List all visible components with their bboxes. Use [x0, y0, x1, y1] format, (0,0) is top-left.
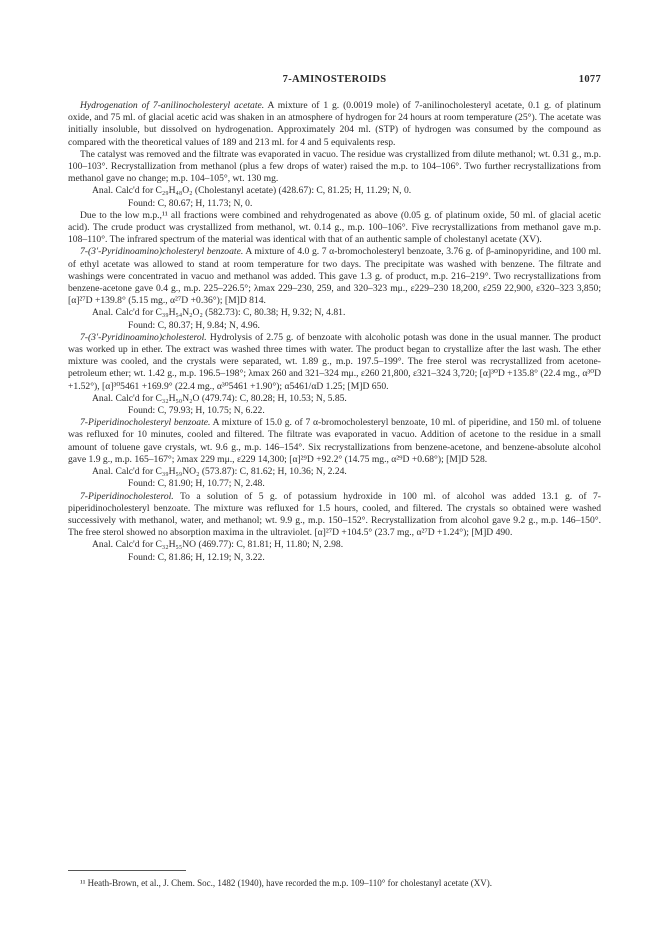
running-title: 7-AMINOSTEROIDS [282, 74, 387, 85]
paragraph-piperidino-benzoate [68, 417, 601, 466]
analysis-found: Found: C, 81.90; H, 10.77; N, 2.48. [128, 478, 265, 490]
footnote-text: ¹¹ Heath-Brown, et al., J. Chem. Soc., 1482 (1940), have recorded the m.p. 109–110° for cholestanyl acetate (XV). [80, 878, 493, 888]
paragraph-pyridinoamino-cholesterol [68, 332, 601, 393]
article-body [68, 100, 601, 564]
analysis-calcd: Anal. Calc'd for C₃₂H₅₀N₂O (479.74): C, 80.28; H, 10.53; N, 5.85. [92, 392, 347, 404]
analysis-calcd: Anal. Calc'd for C₂₉H₄₈O₂ (Cholestanyl acetate) (428.67): C, 81.25; H, 11.29; N, 0. [92, 185, 412, 197]
analysis-found: Found: C, 80.37; H, 9.84; N, 4.96. [128, 319, 260, 331]
paragraph-text: Due to the low m.p.,¹¹ all fractions were combined and rehydrogenated as above (0.05 g. of platinum oxide, 50 ml. of glacial acetic acid). The crude product was crystallized from methanol, wt. 0.14 g., m.p. 100–106°. Five recrystallizations from methanol gave m.p. 108–110°. The infrared spectrum of the material was identical with that of an authentic sample of cholestanyl acetate (XV). [68, 209, 601, 246]
analysis-calcd: Anal. Calc'd for C₃₉H₅₉NO₂ (573.87): C, 81.62; H, 10.36; N, 2.24. [92, 466, 347, 478]
page-number: 1077 [578, 74, 601, 85]
section-heading: 7-(3′-Pyridinoamino)cholesterol. [80, 331, 207, 343]
paragraph-text: The catalyst was removed and the filtrate was evaporated in vacuo. The residue was crystallized from dilute methanol; wt. 0.31 g., m.p. 100–103°. Recrystallization from methanol (plus a few drops of water) raised the m.p. to 104–106°. Two further recrystallizations from methanol gave no change; m.p. 104–105°, wt. 130 mg. [68, 148, 601, 185]
analysis-found: Found: C, 79.93; H, 10.75; N, 6.22. [128, 405, 265, 417]
section-heading: 7-(3′-Pyridinoamino)cholesteryl benzoate. [80, 246, 244, 258]
paragraph-text: A mixture of 15.0 g. of 7 α-bromocholesteryl benzoate, 10 ml. of piperidine, and 150 ml. of toluene was refluxed for 10 minutes, cooled and filtered. The filtrate was evaporated in vacuo. Addition of acetone to the residue in a small amount of toluene gave crystals, wt. 9.6 g., m.p. 146–154°. Six recrystallizations from benzene-acetone, and benzene-absolute alcohol gave 1.9 g., m.p. 165–167°; λmax 229 mμ., ε229 14,300; [α]²⁹D +92.2° (14.75 mg., α²⁹D +0.68°); [M]D 528. [68, 417, 601, 465]
footnote [68, 878, 601, 890]
paragraph-hydrogenation [68, 100, 601, 149]
paragraph-text: A mixture of 4.0 g. 7 α-bromocholesteryl benzoate, 3.76 g. of β-aminopyridine, and 100 ml. of ethyl acetate was allowed to stand at room temperature for two days. The precipitate was washed with benzene. The filtrate and washings were concentrated in vacuo and methanol was added. This gave 1.3 g. of product, m.p. 216–219°. Two recrystallizations from benzene-acetone gave 0.4 g., m.p. 225–226.5°; λmax 229–230, 259, and 320–323 mμ., ε229–230 18,200, ε259 22,900, ε320–323 3,850; [α]²⁷D +139.8° (5.15 mg., α²⁷D +0.36°); [M]D 814. [68, 246, 601, 307]
paragraph-rehydrogenation [68, 210, 601, 247]
analysis-calcd: Anal. Calc'd for C₃₉H₅₄N₂O₂ (582.73): C, 80.38; H, 9.32; N, 4.81. [92, 307, 346, 319]
paragraph-workup [68, 149, 601, 186]
section-heading: 7-Piperidinocholesteryl benzoate. [80, 417, 211, 429]
paragraph-text: To a solution of 5 g. of potassium hydroxide in 100 ml. of alcohol was added 13.1 g. of 7-piperidinocholesteryl benzoate. The mixture was refluxed for 1.5 hours, cooled, and filtered. The crystals so obtained were washed successively with methanol, water, and methanol; wt. 9.9 g., m.p. 150–152°. Recrystallization from alcohol gave 9.2 g., m.p. 146–150°. The free sterol showed no absorption maxima in the ultraviolet. [α]²⁷D +104.5° (23.7 mg., α²⁷D +1.24°); [M]D 490. [68, 490, 601, 539]
section-heading: 7-Piperidinocholesterol. [80, 490, 174, 502]
section-heading: Hydrogenation of 7-anilinocholesteryl acetate. [80, 100, 265, 111]
running-header [68, 74, 601, 88]
paragraph-text: A mixture of 1 g. (0.0019 mole) of 7-anilinocholesteryl acetate, 0.1 g. of platinum oxide, and 75 ml. of glacial acetic acid was shaken in an atmosphere of hydrogen for 24 hours at room temperature (25°). The acetate was initially insoluble, but dissolved on hydrogenation. Approximately 204 ml. (STP) of hydrogen was consumed by the compound as compared with the theoretical values of 189 and 213 ml. for 4 and 5 equivalents resp. [68, 100, 601, 148]
analysis-calcd: Anal. Calc'd for C₃₂H₅₅NO (469.77): C, 81.81; H, 11.80; N, 2.98. [92, 539, 344, 551]
paragraph-piperidino-cholesterol [68, 491, 601, 540]
footnote-divider [68, 870, 186, 871]
paragraph-text: Hydrolysis of 2.75 g. of benzoate with alcoholic potash was done in the usual manner. The product was worked up in ether. The extract was washed three times with water. The product began to crystallize after the last wash. The ether mixture was cooled, and the crystals were separated, wt. 1.89 g., m.p. 197.5–199°. The free sterol was recrystallized from acetone-petroleum ether; wt. 1.42 g., m.p. 196.5–198°; λmax 260 and 321–324 mμ., ε260 21,800, ε321–324 3,720; [α]³⁰D +135.8° (22.4 mg., α³⁰D +1.52°), [α]³⁰5461 +169.9° (22.4 mg., α³⁰5461 +1.90°); α5461/αD 1.25; [M]D 650. [68, 331, 601, 392]
paragraph-pyridinoamino-benzoate [68, 246, 601, 307]
analysis-found: Found: C, 80.67; H, 11.73; N, 0. [128, 197, 253, 209]
analysis-found: Found: C, 81.86; H, 12.19; N, 3.22. [128, 551, 265, 563]
